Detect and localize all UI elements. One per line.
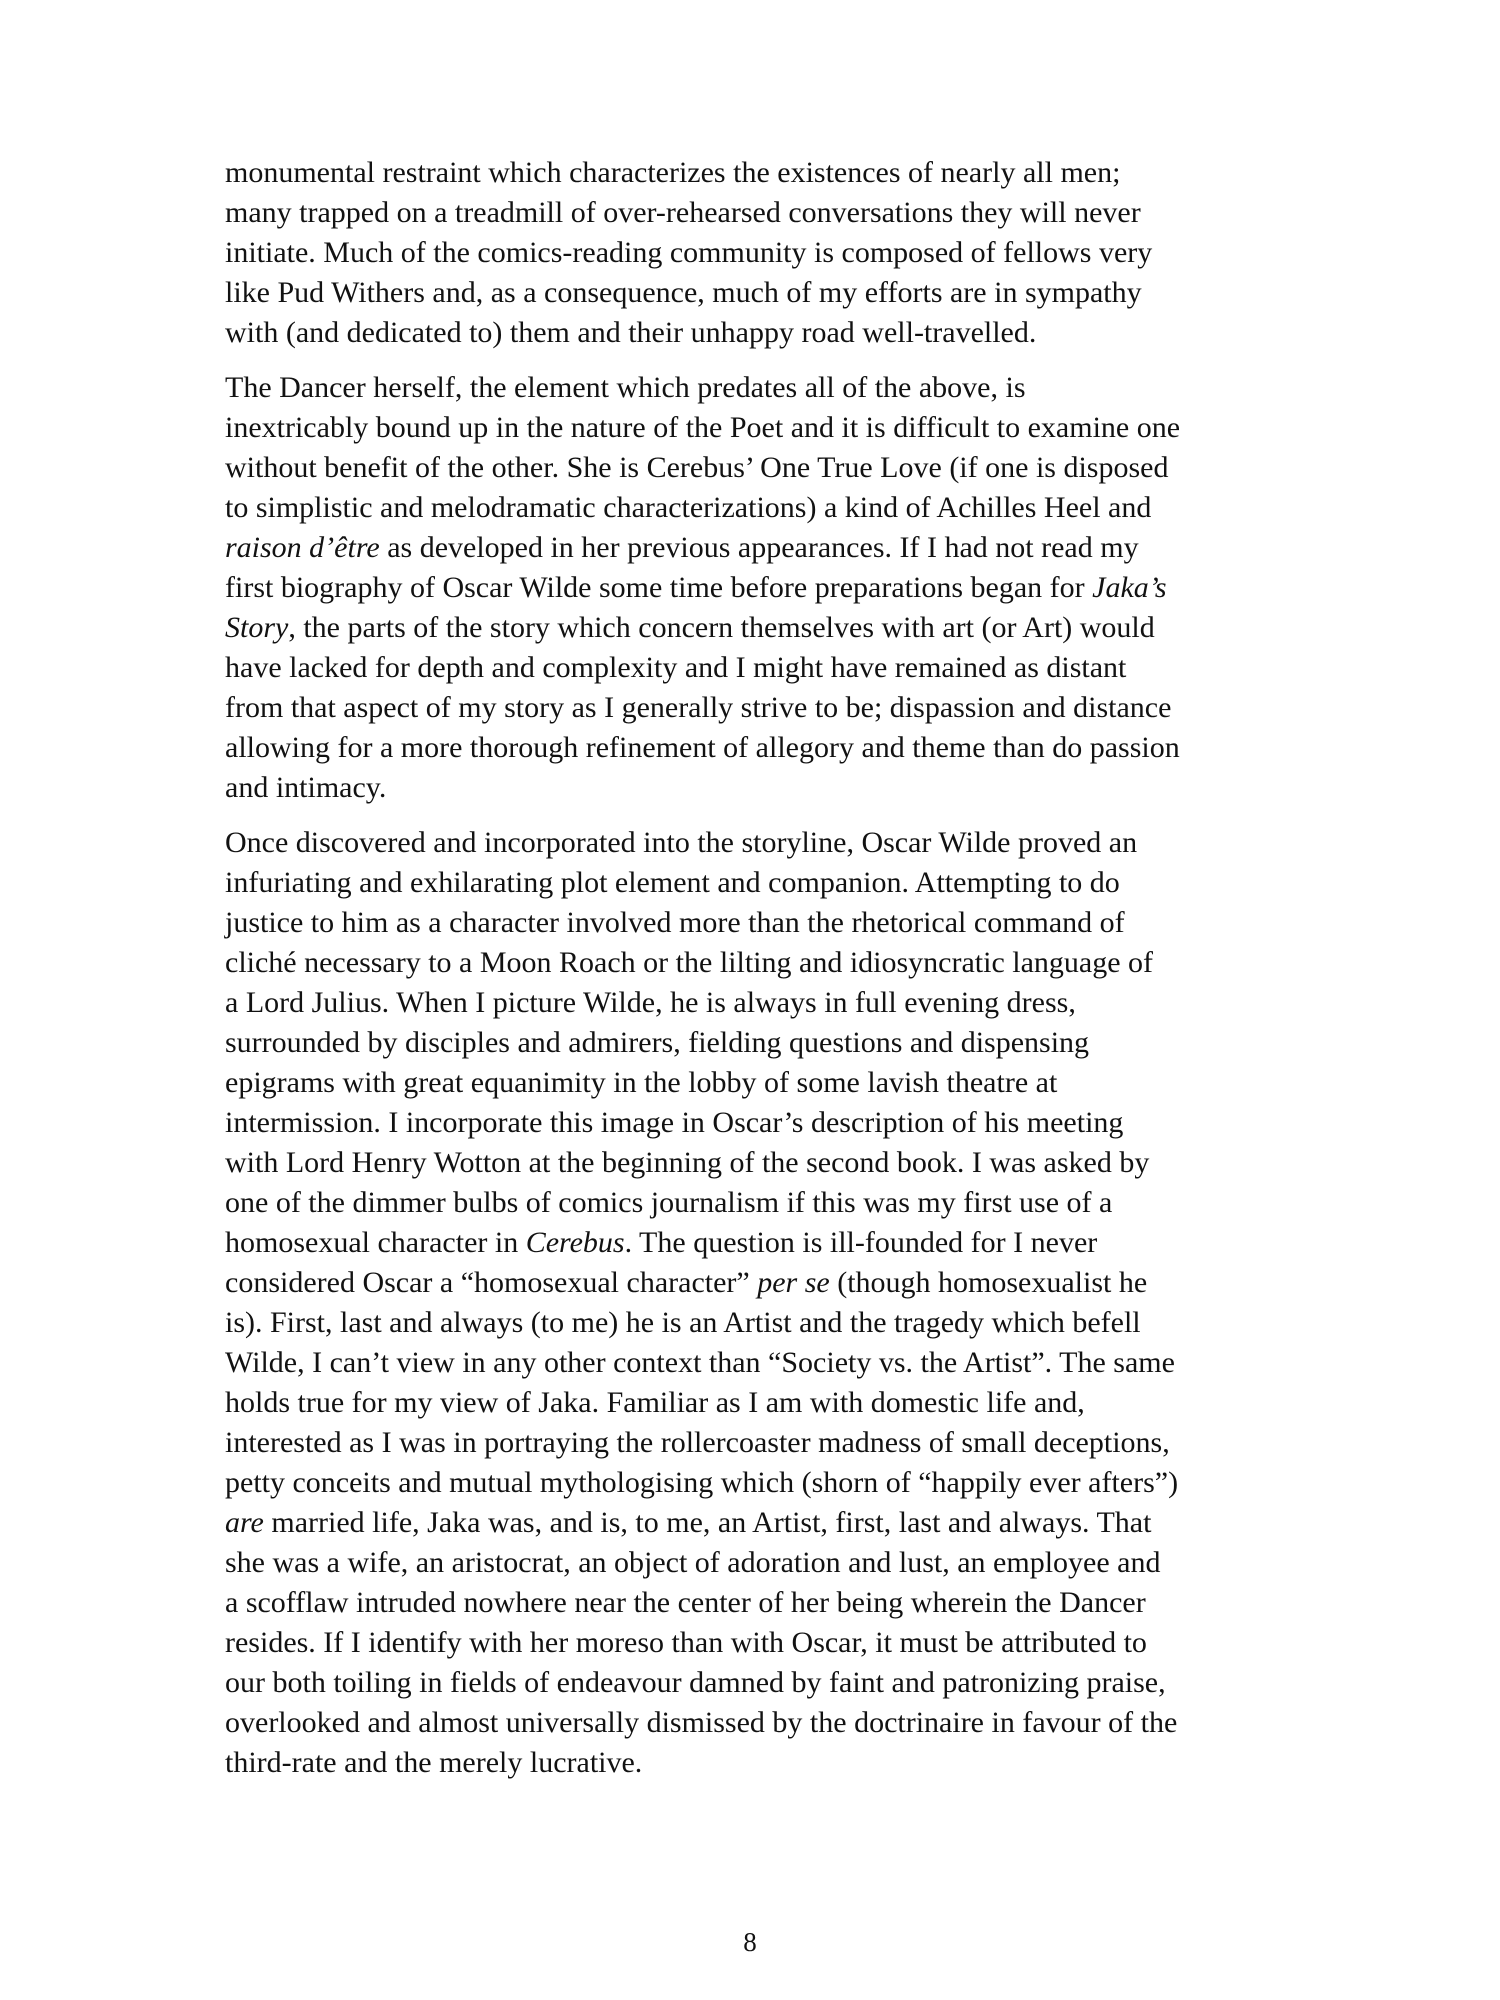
text-line bbox=[225, 728, 1355, 768]
paragraph bbox=[225, 153, 1355, 353]
text-segment: first biography of Oscar Wilde some time before preparations began for bbox=[225, 571, 1093, 604]
text-segment: overlooked and almost universally dismissed by the doctrinaire in favour of the bbox=[225, 1706, 1178, 1739]
text-line bbox=[225, 1223, 1355, 1263]
italic-text-segment: Cerebus bbox=[525, 1226, 625, 1259]
text-segment: inextricably bound up in the nature of the Poet and it is difficult to examine one bbox=[225, 411, 1181, 444]
text-segment: third-rate and the merely lucrative. bbox=[225, 1746, 643, 1779]
italic-text-segment: raison d’être bbox=[225, 531, 380, 564]
text-segment: homosexual character in bbox=[225, 1226, 526, 1259]
text-segment: considered Oscar a “homosexual character” bbox=[225, 1266, 758, 1299]
paragraph bbox=[225, 823, 1355, 1783]
text-segment: to simplistic and melodramatic characterizations) a kind of Achilles Heel and bbox=[225, 491, 1152, 524]
text-segment: is). First, last and always (to me) he is an Artist and the tragedy which befell bbox=[225, 1306, 1141, 1339]
text-segment: with Lord Henry Wotton at the beginning of the second book. I was asked by bbox=[225, 1146, 1150, 1179]
paragraph bbox=[225, 368, 1355, 808]
text-segment: , the parts of the story which concern themselves with art (or Art) would bbox=[288, 611, 1155, 644]
text-segment: intermission. I incorporate this image in Oscar’s description of his meeting bbox=[225, 1106, 1124, 1139]
text-line bbox=[225, 368, 1355, 408]
text-line bbox=[225, 983, 1355, 1023]
text-line bbox=[225, 1743, 1355, 1783]
text-segment: and intimacy. bbox=[225, 771, 387, 804]
text-segment: interested as I was in portraying the rollercoaster madness of small deceptions, bbox=[225, 1426, 1170, 1459]
italic-text-segment: Jaka’s bbox=[1092, 571, 1167, 604]
text-line bbox=[225, 648, 1355, 688]
text-line bbox=[225, 943, 1355, 983]
text-segment: with (and dedicated to) them and their unhappy road well-travelled. bbox=[225, 316, 1037, 349]
text-line bbox=[225, 1143, 1355, 1183]
text-line bbox=[225, 1423, 1355, 1463]
italic-text-segment: are bbox=[225, 1506, 264, 1539]
text-line bbox=[225, 823, 1355, 863]
text-segment: justice to him as a character involved more than the rhetorical command of bbox=[225, 906, 1125, 939]
text-line bbox=[225, 1063, 1355, 1103]
text-line bbox=[225, 313, 1355, 353]
text-line bbox=[225, 1623, 1355, 1663]
text-line bbox=[225, 1663, 1355, 1703]
text-segment: allowing for a more thorough refinement of allegory and theme than do passion bbox=[225, 731, 1180, 764]
text-segment: one of the dimmer bulbs of comics journalism if this was my first use of a bbox=[225, 1186, 1113, 1219]
text-segment: petty conceits and mutual mythologising which (shorn of “happily ever afters”) bbox=[225, 1466, 1179, 1499]
text-line bbox=[225, 1303, 1355, 1343]
text-segment: a scofflaw intruded nowhere near the center of her being wherein the Dancer bbox=[225, 1586, 1146, 1619]
text-segment: she was a wife, an aristocrat, an object of adoration and lust, an employee and bbox=[225, 1546, 1161, 1579]
text-segment: monumental restraint which characterizes the existences of nearly all men; bbox=[225, 156, 1121, 189]
text-segment: Once discovered and incorporated into the storyline, Oscar Wilde proved an bbox=[225, 826, 1138, 859]
document-text bbox=[225, 153, 1355, 1798]
text-line bbox=[225, 688, 1355, 728]
text-line bbox=[225, 863, 1355, 903]
text-line bbox=[225, 1583, 1355, 1623]
text-line bbox=[225, 233, 1355, 273]
text-segment: Wilde, I can’t view in any other context than “Society vs. the Artist”. The same bbox=[225, 1346, 1175, 1379]
text-line bbox=[225, 273, 1355, 313]
italic-text-segment: per se bbox=[757, 1266, 830, 1299]
text-line bbox=[225, 1463, 1355, 1503]
text-line bbox=[225, 193, 1355, 233]
text-line bbox=[225, 488, 1355, 528]
text-segment: our both toiling in fields of endeavour damned by faint and patronizing praise, bbox=[225, 1666, 1166, 1699]
text-line bbox=[225, 1383, 1355, 1423]
text-segment: have lacked for depth and complexity and I might have remained as distant bbox=[225, 651, 1127, 684]
text-line bbox=[225, 1023, 1355, 1063]
text-segment: married life, Jaka was, and is, to me, an Artist, first, last and always. That bbox=[263, 1506, 1152, 1539]
text-segment: . The question is ill-founded for I never bbox=[624, 1226, 1098, 1259]
italic-text-segment: Story bbox=[225, 611, 289, 644]
text-line bbox=[225, 1703, 1355, 1743]
text-segment: holds true for my view of Jaka. Familiar as I am with domestic life and, bbox=[225, 1386, 1085, 1419]
text-line bbox=[225, 528, 1355, 568]
text-line bbox=[225, 768, 1355, 808]
text-line bbox=[225, 1343, 1355, 1383]
text-line bbox=[225, 153, 1355, 193]
text-line bbox=[225, 1103, 1355, 1143]
text-segment: The Dancer herself, the element which predates all of the above, is bbox=[225, 371, 1026, 404]
text-segment: initiate. Much of the comics-reading community is composed of fellows very bbox=[225, 236, 1153, 269]
text-segment: cliché necessary to a Moon Roach or the lilting and idiosyncratic language of bbox=[225, 946, 1154, 979]
text-line bbox=[225, 1503, 1355, 1543]
text-segment: many trapped on a treadmill of over-rehearsed conversations they will never bbox=[225, 196, 1141, 229]
text-segment: without benefit of the other. She is Cerebus’ One True Love (if one is disposed bbox=[225, 451, 1169, 484]
text-line bbox=[225, 1263, 1355, 1303]
page-number: 8 bbox=[743, 1927, 757, 1957]
text-segment: surrounded by disciples and admirers, fielding questions and dispensing bbox=[225, 1026, 1090, 1059]
text-line bbox=[225, 903, 1355, 943]
text-segment: epigrams with great equanimity in the lobby of some lavish theatre at bbox=[225, 1066, 1058, 1099]
text-segment: resides. If I identify with her moreso than with Oscar, it must be attributed to bbox=[225, 1626, 1147, 1659]
text-segment: infuriating and exhilarating plot element and companion. Attempting to do bbox=[225, 866, 1120, 899]
text-line bbox=[225, 1543, 1355, 1583]
text-segment: a Lord Julius. When I picture Wilde, he is always in full evening dress, bbox=[225, 986, 1076, 1019]
text-line bbox=[225, 408, 1355, 448]
text-segment: (though homosexualist he bbox=[829, 1266, 1148, 1299]
text-segment: as developed in her previous appearances. If I had not read my bbox=[379, 531, 1139, 564]
text-segment: from that aspect of my story as I generally strive to be; dispassion and distance bbox=[225, 691, 1172, 724]
text-line bbox=[225, 608, 1355, 648]
text-line bbox=[225, 1183, 1355, 1223]
text-segment: like Pud Withers and, as a consequence, much of my efforts are in sympathy bbox=[225, 276, 1142, 309]
text-line bbox=[225, 568, 1355, 608]
text-line bbox=[225, 448, 1355, 488]
